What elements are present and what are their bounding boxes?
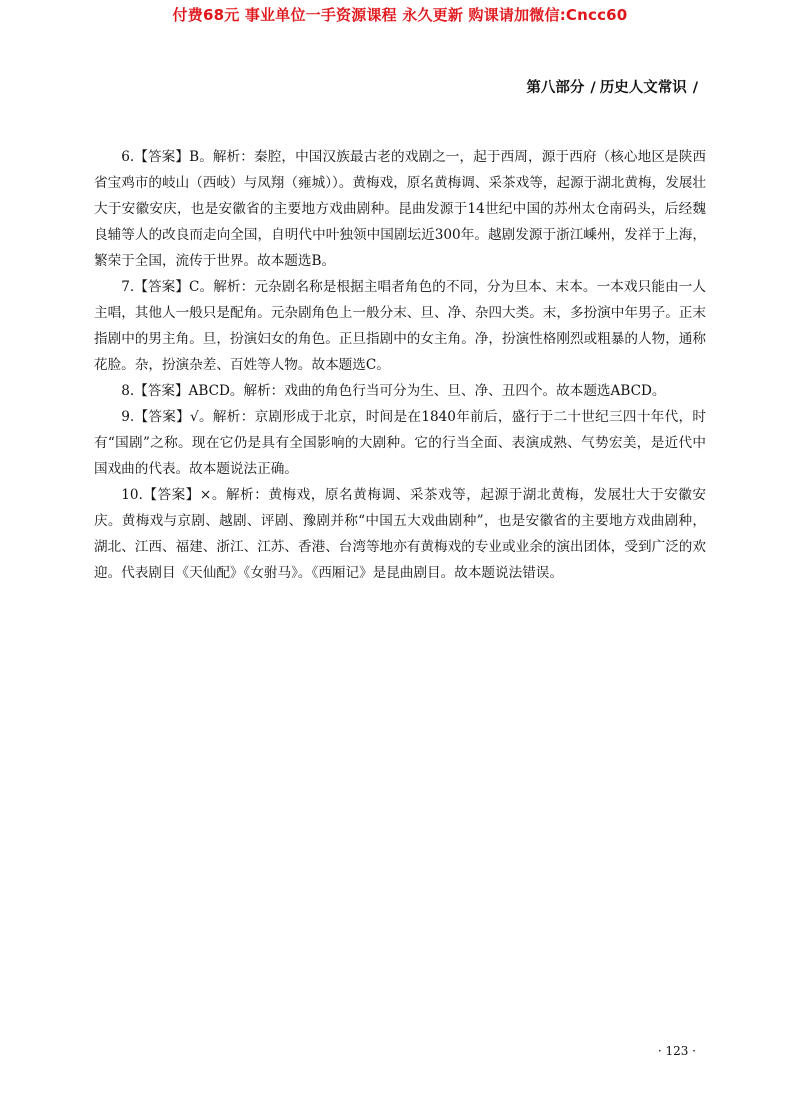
- answer-label: 【答案】: [134, 279, 190, 295]
- question-number: 7.: [121, 279, 135, 295]
- answer-value: C: [189, 279, 200, 295]
- answer-label: 【答案】: [134, 383, 189, 399]
- answer-paragraph-6: [94, 144, 706, 274]
- answer-value: B: [189, 149, 200, 165]
- header-separator: /: [590, 80, 596, 96]
- answer-label: 【答案】: [134, 409, 191, 425]
- question-number: 6.: [121, 149, 135, 165]
- answer-label: 【答案】: [134, 149, 190, 165]
- question-number: 9.: [121, 409, 135, 425]
- header-trailing-slash: /: [692, 80, 698, 96]
- running-header: [526, 76, 702, 97]
- page-number: · 123 ·: [657, 1044, 696, 1058]
- watermark-banner: 付费68元 事业单位一手资源课程 永久更新 购课请加微信:Cncc60: [172, 6, 628, 24]
- header-topic: 历史人文常识: [599, 80, 687, 96]
- answer-paragraph-7: [94, 274, 706, 378]
- answer-paragraph-8: [94, 378, 706, 404]
- answer-value: √: [190, 409, 199, 425]
- answer-value: ×: [199, 487, 212, 503]
- explanation-text: 。解析：戏曲的角色行当可分为生、旦、净、丑四个。故本题选ABCD。: [229, 383, 666, 399]
- header-section: 第八部分: [526, 80, 585, 96]
- explanation-text: 。解析：黄梅戏，原名黄梅调、采茶戏等，起源于湖北黄梅，发展壮大于安徽安庆。黄梅戏与京剧、越剧、评剧、豫剧并称“中国五大戏曲剧种”，也是安徽省的主要地方戏曲剧种，湖北、江西、福建、浙江、江苏、香港、台湾等地亦有黄梅戏的专业或业余的演出团体，受到广泛的欢迎。代表剧目《天仙配》《女驸马》。《西厢记》是昆曲剧目。故本题说法错误。: [94, 487, 707, 581]
- answer-value: ABCD: [188, 383, 230, 399]
- explanation-text: 。解析：京剧形成于北京，时间是在1840年前后，盛行于二十世纪三四十年代，时有“国剧”之称。现在它仍是具有全国影响的大剧种。它的行当全面、表演成熟、气势宏美，是近代中国戏曲的代表。故本题说法正确。: [94, 409, 706, 477]
- answer-paragraph-9: [94, 404, 706, 482]
- answer-explanations: [94, 144, 706, 586]
- answer-label: 【答案】: [142, 487, 200, 503]
- explanation-text: 。解析：元杂剧名称是根据主唱者角色的不同，分为旦本、末本。一本戏只能由一人主唱，其他人一般只是配角。元杂剧角色上一般分末、旦、净、杂四大类。末，多扮演中年男子。正末指剧中的男主角。旦，扮演妇女的角色。正旦指剧中的女主角。净，扮演性格刚烈或粗暴的人物，通称花脸。杂，扮演杂差、百姓等人物。故本题选C。: [94, 279, 707, 373]
- question-number: 8.: [121, 383, 135, 399]
- explanation-text: 。解析：秦腔，中国汉族最古老的戏剧之一，起于西周，源于西府（核心地区是陕西省宝鸡市的岐山（西岐）与凤翔（雍城））。黄梅戏，原名黄梅调、采茶戏等，起源于湖北黄梅，发展壮大于安徽安庆，也是安徽省的主要地方戏曲剧种。昆曲发源于14世纪中国的苏州太仓南码头，后经魏良辅等人的改良而走向全国，自明代中叶独领中国剧坛近300年。越剧发源于浙江嵊州，发祥于上海，繁荣于全国，流传于世界。故本题选B。: [94, 149, 707, 269]
- answer-paragraph-10: [94, 482, 706, 586]
- question-number: 10.: [121, 487, 143, 503]
